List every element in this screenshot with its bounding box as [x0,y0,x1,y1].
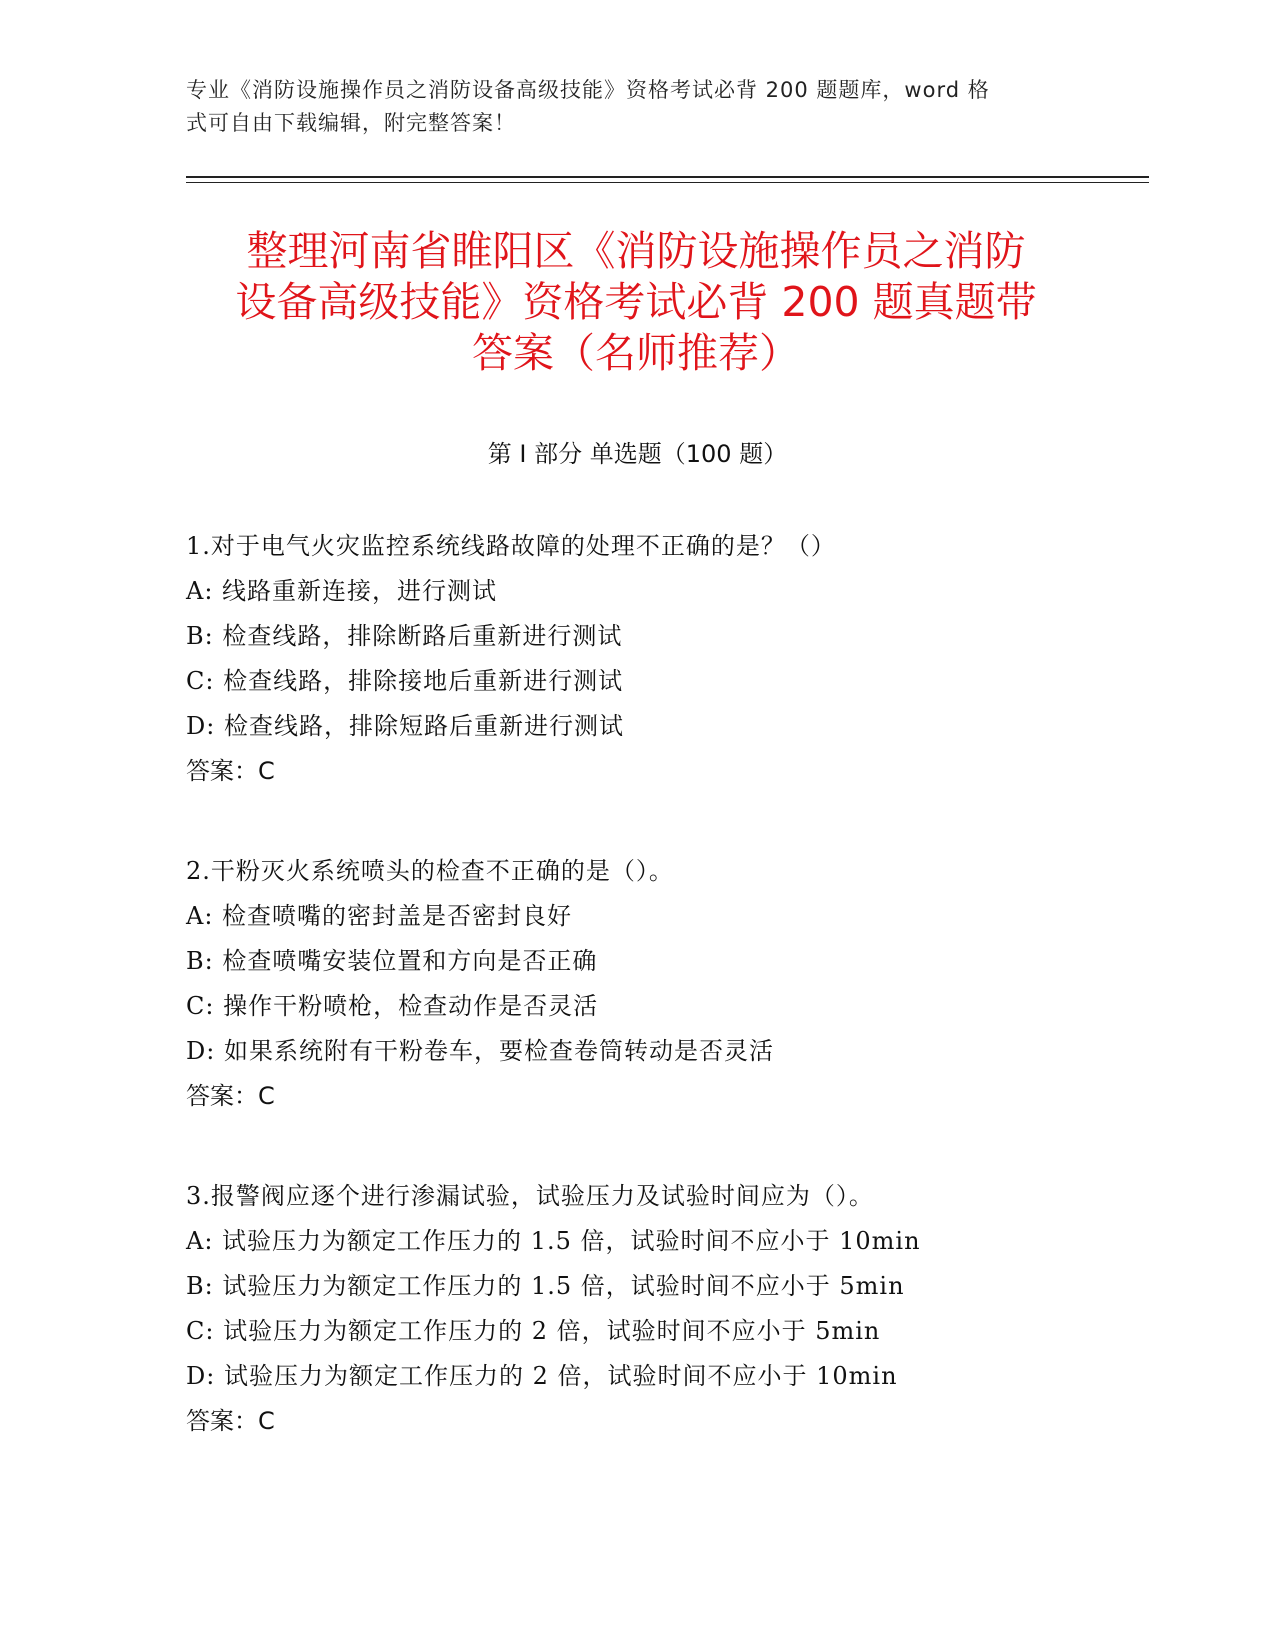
header-divider-thin [186,182,1149,183]
question-stem: 2.干粉灭火系统喷头的检查不正确的是（）。 [186,857,674,885]
option-a: A: 试验压力为额定工作压力的 1.5 倍，试验时间不应小于 10min [186,1227,921,1255]
option-d: D: 试验压力为额定工作压力的 2 倍，试验时间不应小于 10min [186,1362,898,1390]
option-c: C: 试验压力为额定工作压力的 2 倍，试验时间不应小于 5min [186,1317,881,1345]
option-c: C: 检查线路，排除接地后重新进行测试 [186,667,624,695]
question-1 [186,524,1086,794]
option-b: B: 试验压力为额定工作压力的 1.5 倍，试验时间不应小于 5min [186,1272,905,1300]
option-d: D: 检查线路，排除短路后重新进行测试 [186,712,624,740]
option-b: B: 检查线路，排除断路后重新进行测试 [186,622,623,650]
option-b: B: 检查喷嘴安装位置和方向是否正确 [186,947,598,975]
answer: 答案：C [186,1082,275,1110]
question-stem: 3.报警阀应逐个进行渗漏试验，试验压力及试验时间应为（）。 [186,1182,874,1210]
document-title-line-3: 答案（名师推荐） [472,329,800,377]
question-3 [186,1174,1086,1444]
option-a: A: 检查喷嘴的密封盖是否密封良好 [186,902,573,930]
header-note-line-1: 专业《消防设施操作员之消防设备高级技能》资格考试必背 200 题题库，word 格 [186,78,990,102]
question-list [186,524,1086,1499]
header-note-line-2: 式可自由下载编辑，附完整答案！ [186,111,516,135]
header-note [186,74,1066,140]
option-c: C: 操作干粉喷枪，检查动作是否灵活 [186,992,599,1020]
answer: 答案：C [186,757,275,785]
question-stem: 1.对于电气火灾监控系统线路故障的处理不正确的是？（） [186,532,836,560]
document-title [186,226,1086,379]
section-title: 第 I 部分 单选题（100 题） [487,440,788,468]
option-a: A: 线路重新连接，进行测试 [186,577,498,605]
answer: 答案：C [186,1407,275,1435]
option-d: D: 如果系统附有干粉卷车，要检查卷筒转动是否灵活 [186,1037,774,1065]
document-title-line-1: 整理河南省睢阳区《消防设施操作员之消防 [246,227,1026,275]
header-divider-thick [186,176,1149,178]
question-2 [186,849,1086,1119]
document-title-line-2: 设备高级技能》资格考试必背 200 题真题带 [235,278,1037,326]
